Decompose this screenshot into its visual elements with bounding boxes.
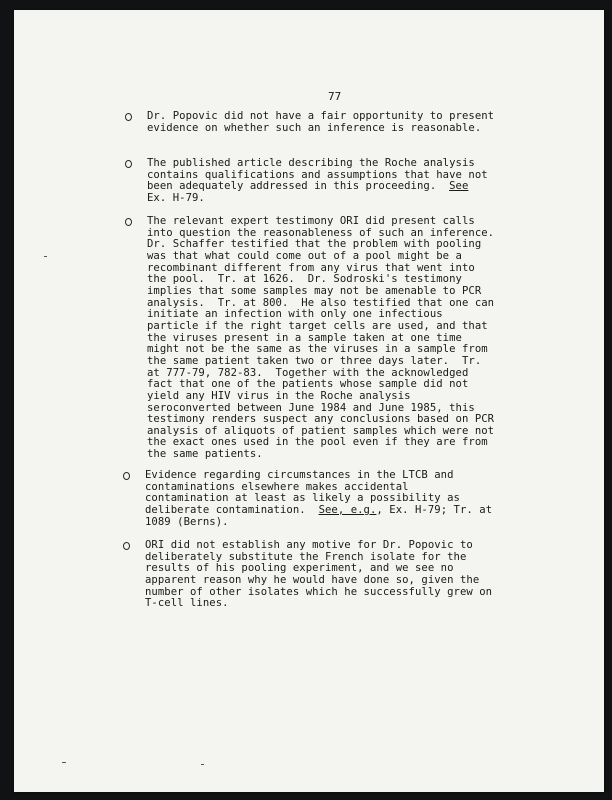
line: recombinant different from any virus that went into	[147, 261, 475, 274]
line: apparent reason why he would have done so, given the	[145, 573, 480, 586]
scan-speck	[201, 764, 204, 765]
line: number of other isolates which he successfully grew on	[145, 585, 493, 598]
list-item	[145, 470, 492, 528]
bullet-icon	[123, 542, 130, 550]
bullet-icon	[123, 472, 130, 480]
line: the viruses present in a sample taken at one time	[147, 331, 462, 344]
underlined-citation: See	[449, 180, 469, 193]
line-text: deliberate contamination.	[145, 503, 319, 516]
line: Dr. Popovic did not have a fair opportunity to present	[147, 110, 495, 122]
line: testimony renders suspect any conclusions based on PCR	[147, 413, 495, 426]
line-text-after: , Ex. H-79; Tr. at	[376, 503, 493, 516]
line: particle if the right target cells are used, and that	[147, 319, 488, 332]
bullet-icon	[125, 218, 132, 226]
line: T-cell lines.	[145, 597, 229, 610]
page-number: 77	[328, 90, 342, 103]
list-item	[145, 540, 492, 610]
line: evidence on whether such an inference is reasonable.	[147, 121, 482, 134]
line: initiate an infection with only one infectious	[147, 308, 443, 321]
line: yield any HIV virus in the Roche analysis	[147, 389, 411, 402]
line: Evidence regarding circumstances in the LTCB and	[145, 469, 454, 481]
document-page	[14, 10, 604, 792]
line: contains qualifications and assumptions that have not	[147, 168, 488, 181]
line: The relevant expert testimony ORI did present calls	[147, 215, 475, 227]
line: the same patients.	[147, 448, 263, 461]
bullet-list	[14, 10, 604, 792]
bullet-icon	[125, 113, 132, 121]
line: analysis of aliquots of patient samples which were not	[147, 424, 495, 437]
line: analysis. Tr. at 800. He also testified that one can	[147, 296, 495, 309]
line: Ex. H-79.	[147, 191, 205, 204]
line: at 777-79, 782-83. Together with the acknowledged	[147, 366, 469, 379]
line: the pool. Tr. at 1626. Dr. Sodroski's testimony	[147, 273, 462, 286]
line: implies that some samples may not be amenable to PCR	[147, 284, 482, 297]
line: fact that one of the patients whose sample did not	[147, 378, 469, 391]
line: was that what could come out of a pool might be a	[147, 249, 462, 262]
list-item	[147, 216, 494, 461]
line: seroconverted between June 1984 and June 1985, this	[147, 401, 475, 414]
line: the same patient taken two or three days later. Tr.	[147, 354, 482, 367]
scan-speck	[44, 256, 47, 257]
underlined-citation: See, e.g.	[318, 503, 377, 516]
line-with-citation	[145, 505, 492, 517]
line: contamination at least as likely a possibility as	[145, 492, 460, 505]
line: ORI did not establish any motive for Dr. Popovic to	[145, 539, 473, 551]
line: deliberately substitute the French isolate for the	[145, 550, 467, 563]
bullet-icon	[125, 160, 132, 168]
line: Dr. Schaffer testified that the problem with pooling	[147, 238, 482, 251]
list-item	[147, 111, 494, 134]
line: 1089 (Berns).	[145, 515, 229, 528]
line-text: been adequately addressed in this proceeding.	[147, 180, 450, 193]
list-item	[147, 158, 488, 205]
line: The published article describing the Roche analysis	[147, 157, 475, 169]
scan-speck	[62, 762, 66, 763]
line: the exact ones used in the pool even if they are from	[147, 436, 488, 449]
line: results of his pooling experiment, and we see no	[145, 562, 454, 575]
line: into question the reasonableness of such an inference.	[147, 226, 495, 239]
line: might not be the same as the viruses in a sample from	[147, 343, 488, 356]
line: contaminations elsewhere makes accidental	[145, 480, 409, 493]
